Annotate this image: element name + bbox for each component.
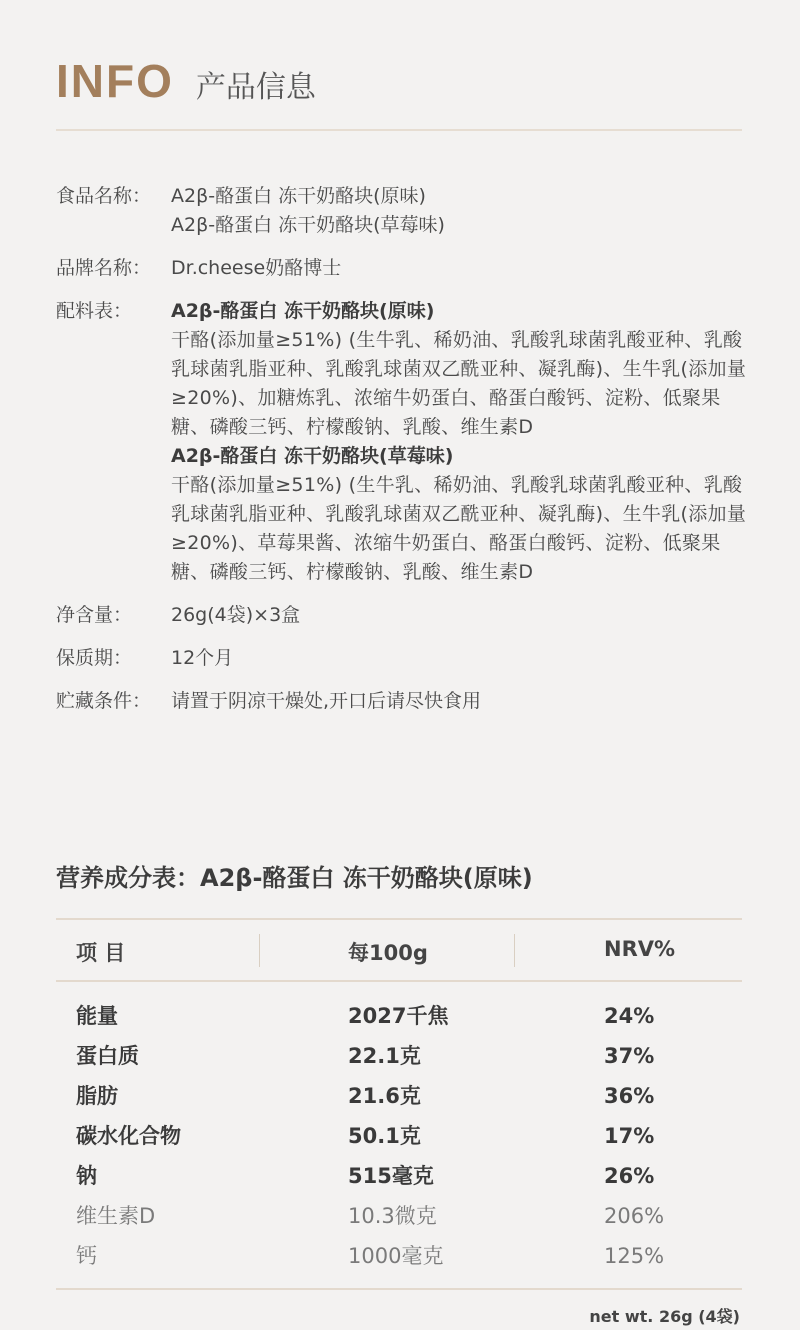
row-item: 蛋白质 [76,1044,139,1068]
shelf-life-row [56,644,756,673]
brand-row [56,254,756,283]
net-content-value: 26g(4袋)×3盒 [171,604,301,626]
header-divider [56,129,742,131]
nutrition-table-body [56,982,742,1290]
shelf-life-value: 12个月 [171,647,234,669]
table-row [56,1036,742,1076]
row-item: 碳水化合物 [76,1124,181,1148]
row-per100g: 2027千焦 [348,1004,449,1028]
nutrition-table-header [56,918,742,982]
row-per100g: 22.1克 [348,1044,421,1068]
row-nrv: 125% [604,1244,665,1268]
header-nrv: NRV% [604,937,676,961]
row-item: 脂肪 [76,1084,118,1108]
row-nrv: 37% [604,1044,655,1068]
header-per100g: 每100g [348,941,428,965]
nutrition-title: 营养成分表：A2β-酪蛋白 冻干奶酪块(原味) [56,864,533,892]
row-item: 能量 [76,1004,118,1028]
row-per100g: 50.1克 [348,1124,421,1148]
brand-value: Dr.cheese奶酪博士 [171,257,342,279]
ingredients-text-original: 干酪(添加量≥51%) (生牛乳、稀奶油、乳酸乳球菌乳酸亚种、乳酸乳球菌乳脂亚种、乳酸乳球菌双乙酰亚种、凝乳酶)、生牛乳(添加量≥20%)、加糖炼乳、浓缩牛奶蛋白、酪蛋白酸钙、淀粉、低聚果糖、磷酸三钙、柠檬酸钠、乳酸、维生素D [171,329,747,438]
page-header [56,55,316,107]
table-row [56,1076,742,1116]
shelf-life-label: 保质期： [56,647,133,669]
row-per100g: 21.6克 [348,1084,421,1108]
row-nrv: 24% [604,1004,655,1028]
ingredients-title-original: A2β-酪蛋白 冻干奶酪块(原味) [171,300,435,322]
storage-row [56,687,756,716]
row-item: 钠 [76,1164,97,1188]
row-per100g: 1000毫克 [348,1244,444,1268]
row-nrv: 36% [604,1084,655,1108]
ingredients-row [56,297,756,587]
table-row [56,1156,742,1196]
net-content-row [56,601,756,630]
food-name-row [56,182,756,240]
storage-label: 贮藏条件： [56,690,152,712]
row-nrv: 206% [604,1204,665,1228]
ingredients-title-strawberry: A2β-酪蛋白 冻干奶酪块(草莓味) [171,445,454,467]
row-per100g: 10.3微克 [348,1204,437,1228]
storage-value: 请置于阴凉干燥处,开口后请尽快食用 [171,690,482,712]
table-row [56,1116,742,1156]
header-item: 项 目 [76,941,126,965]
row-item: 维生素D [76,1204,156,1228]
row-nrv: 17% [604,1124,655,1148]
header-divider-2 [514,934,515,967]
info-subheading: 产品信息 [195,70,316,105]
food-name-value-2: A2β-酪蛋白 冻干奶酪块(草莓味) [171,214,445,236]
product-info [56,182,756,716]
table-row [56,1196,742,1236]
net-content-label: 净含量： [56,604,133,626]
food-name-label: 食品名称： [56,185,152,207]
table-row [56,996,742,1036]
food-name-value-1: A2β-酪蛋白 冻干奶酪块(原味) [171,185,426,207]
header-divider-1 [259,934,260,967]
row-item: 钙 [76,1244,97,1268]
net-weight-note: net wt. 26g (4袋) [589,1307,740,1326]
row-per100g: 515毫克 [348,1164,434,1188]
ingredients-label: 配料表： [56,300,133,322]
table-row [56,1236,742,1276]
nutrition-table [56,918,742,1290]
row-nrv: 26% [604,1164,655,1188]
brand-label: 品牌名称： [56,257,152,279]
info-heading: INFO [56,55,174,107]
ingredients-text-strawberry: 干酪(添加量≥51%) (生牛乳、稀奶油、乳酸乳球菌乳酸亚种、乳酸乳球菌乳脂亚种、乳酸乳球菌双乙酰亚种、凝乳酶)、生牛乳(添加量≥20%)、草莓果酱、浓缩牛奶蛋白、酪蛋白酸钙、淀粉、低聚果糖、磷酸三钙、柠檬酸钠、乳酸、维生素D [171,474,747,583]
